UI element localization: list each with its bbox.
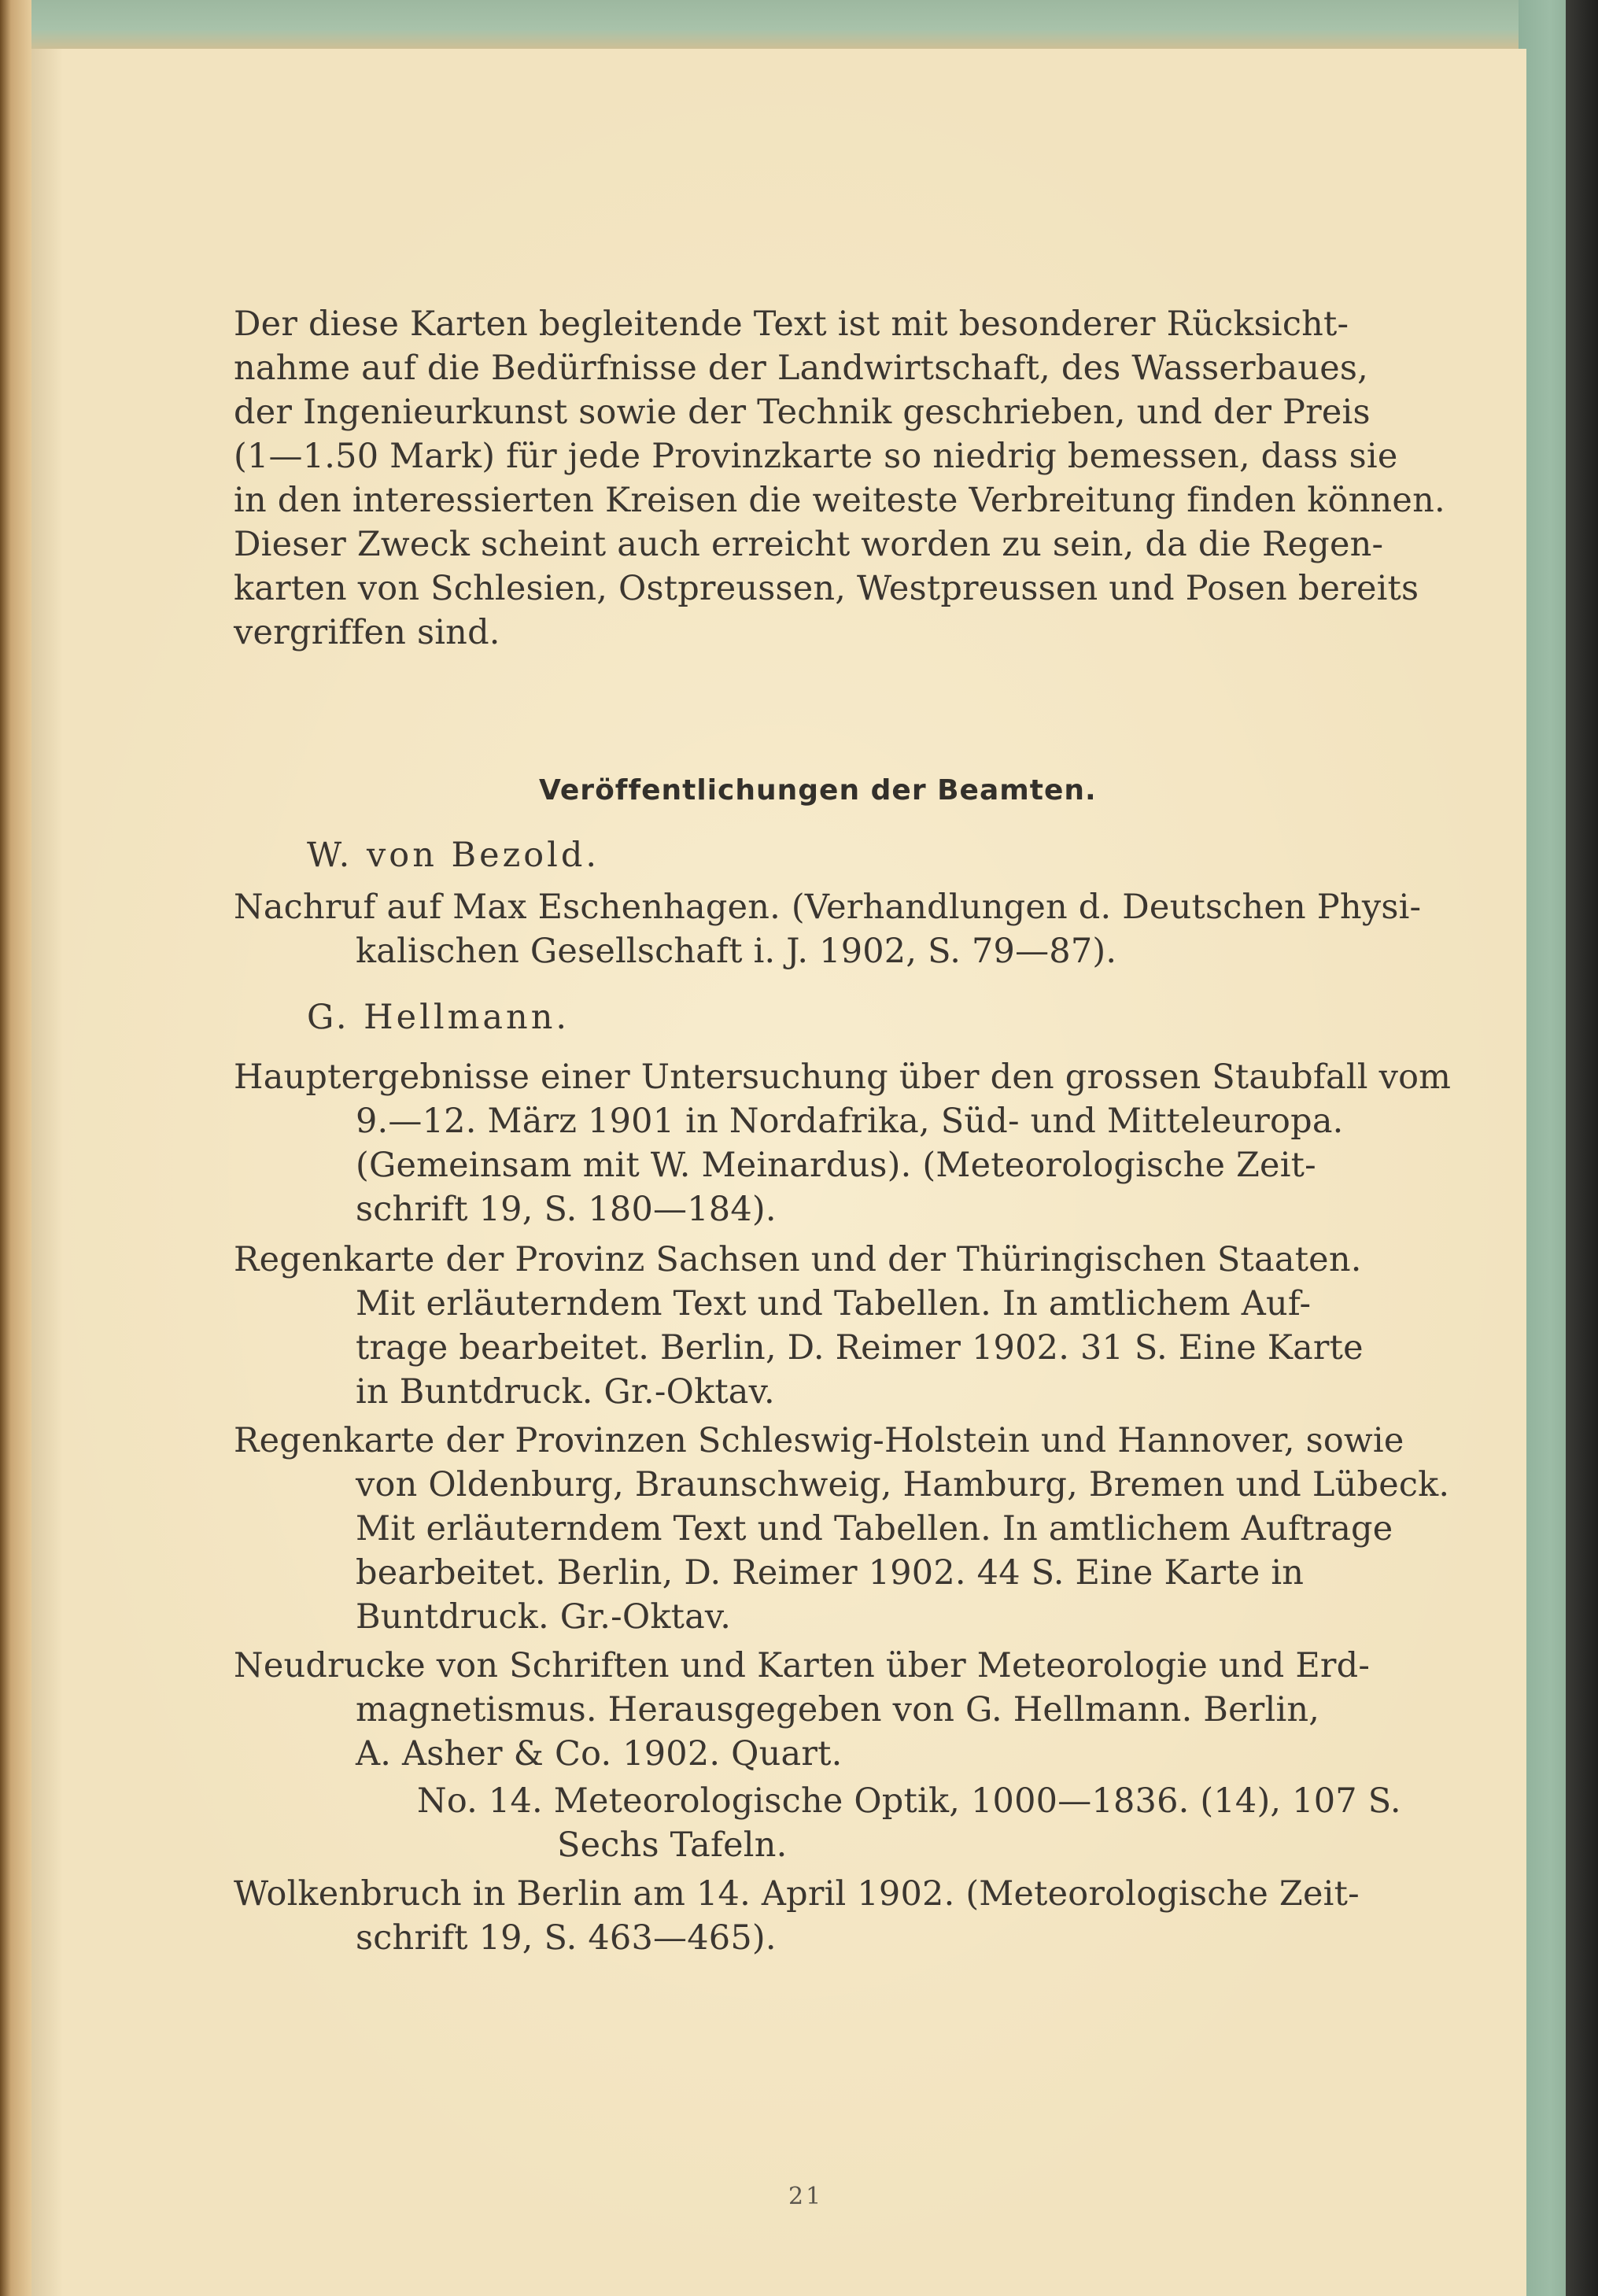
entry-line: in Buntdruck. Gr.-Oktav.: [356, 1372, 775, 1412]
right-cover-spine: [1566, 0, 1598, 2296]
entry-line: Buntdruck. Gr.-Oktav.: [356, 1597, 732, 1637]
entry-line: Wolkenbruch in Berlin am 14. April 1902. (Meteorologische Zeit-: [234, 1874, 1360, 1914]
intro-line: Dieser Zweck scheint auch erreicht worden zu sein, da die Regen-: [234, 525, 1384, 564]
intro-line: Der diese Karten begleitende Text ist mit besonderer Rücksicht-: [234, 305, 1349, 344]
entry-line: Nachruf auf Max Eschenhagen. (Verhandlungen d. Deutschen Physi-: [234, 888, 1422, 927]
entry-line: bearbeitet. Berlin, D. Reimer 1902. 44 S. Eine Karte in: [356, 1553, 1305, 1593]
entry-line: A. Asher & Co. 1902. Quart.: [356, 1734, 843, 1774]
intro-line: vergriffen sind.: [234, 613, 500, 652]
intro-line: nahme auf die Bedürfnisse der Landwirtschaft, des Wasserbaues,: [234, 349, 1369, 388]
author-name: G. Hellmann.: [307, 998, 570, 1037]
entry-line: Mit erläuterndem Text und Tabellen. In amtlichem Auf-: [356, 1284, 1312, 1323]
section-heading: Veröffentlichungen der Beamten.: [539, 774, 1097, 807]
entry-sub-line: No. 14. Meteorologische Optik, 1000—1836. (14), 107 S.: [417, 1781, 1401, 1821]
left-page-edge: [0, 0, 31, 2296]
entry-line: Regenkarte der Provinz Sachsen und der Thüringischen Staaten.: [234, 1240, 1362, 1279]
entry-line: schrift 19, S. 180—184).: [356, 1190, 777, 1229]
intro-line: (1—1.50 Mark) für jede Provinzkarte so niedrig bemessen, dass sie: [234, 437, 1398, 476]
entry-line: Mit erläuterndem Text und Tabellen. In amtlichem Auftrage: [356, 1509, 1393, 1549]
entry-line: Regenkarte der Provinzen Schleswig-Holstein und Hannover, sowie: [234, 1421, 1404, 1460]
entry-line: trage bearbeitet. Berlin, D. Reimer 1902. 31 S. Eine Karte: [356, 1328, 1364, 1368]
entry-line: (Gemeinsam mit W. Meinardus). (Meteorologische Zeit-: [356, 1146, 1316, 1185]
entry-line: Neudrucke von Schriften und Karten über Meteorologie und Erd-: [234, 1646, 1371, 1685]
entry-line: magnetismus. Herausgegeben von G. Hellmann. Berlin,: [356, 1690, 1320, 1729]
entry-sub-line: Sechs Tafeln.: [557, 1825, 788, 1865]
author-name: W. von Bezold.: [307, 836, 600, 875]
intro-line: in den interessierten Kreisen die weiteste Verbreitung finden können.: [234, 481, 1445, 520]
entry-line: von Oldenburg, Braunschweig, Hamburg, Bremen und Lübeck.: [356, 1465, 1450, 1504]
top-board-edge: [31, 0, 1526, 49]
entry-line: kalischen Gesellschaft i. J. 1902, S. 79—87).: [356, 932, 1117, 971]
intro-line: der Ingenieurkunst sowie der Technik geschrieben, und der Preis: [234, 393, 1371, 432]
page-number: 21: [788, 2183, 824, 2210]
entry-line: schrift 19, S. 463—465).: [356, 1918, 777, 1958]
intro-line: karten von Schlesien, Ostpreussen, Westpreussen und Posen bereits: [234, 569, 1419, 608]
entry-line: Hauptergebnisse einer Untersuchung über den grossen Staubfall vom: [234, 1058, 1452, 1097]
entry-line: 9.—12. März 1901 in Nordafrika, Süd- und Mitteleuropa.: [356, 1102, 1344, 1141]
book-page: [31, 49, 1526, 2296]
